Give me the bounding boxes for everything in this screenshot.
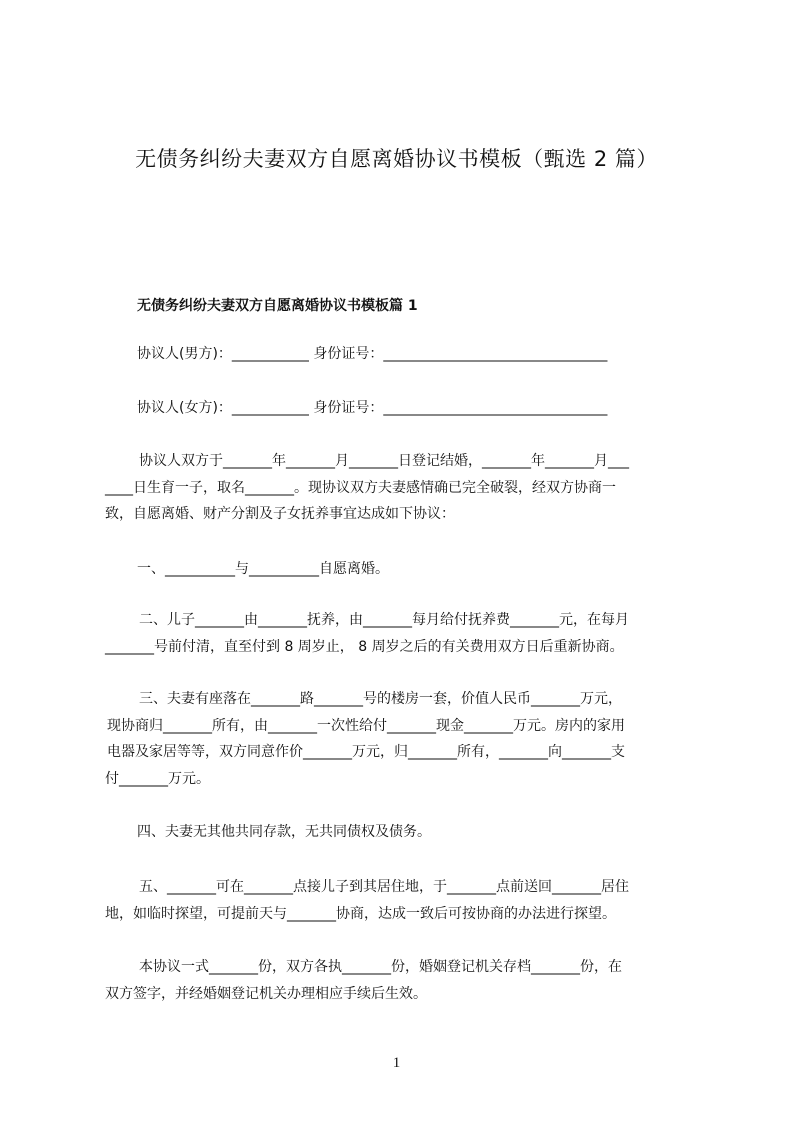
clause-5-line-1: 五、_______可在_______点接儿子到其居住地，于_______点前送回_______居住 [139, 879, 629, 895]
clause-3-line-1: 三、夫妻有座落在_______路_______号的楼房一套，价值人民币_______万元， [139, 691, 622, 707]
clause-4: 四、夫妻无其他共同存款，无共同债权及债务。 [137, 824, 431, 840]
preamble-line-3: 致，自愿离婚、财产分割及子女抚养事宜达成如下协议： [105, 506, 455, 522]
closing-line-1: 本协议一式_______份，双方各执_______份，婚姻登记机关存档_______份，在 [139, 959, 622, 975]
preamble-line-1: 协议人双方于_______年_______月_______日登记结婚，_______年_______月___ [139, 453, 629, 469]
closing-paragraph [105, 954, 699, 1007]
preamble-paragraph [105, 448, 699, 528]
clause-3-line-2: 现协商归_______所有，由_______一次性给付_______现金_______万元。房内的家用 [107, 717, 625, 734]
clause-5-line-2: 地，如临时探望，可提前天与_______协商，达成一致后可按协商的办法进行探望。 [105, 905, 616, 922]
preamble-line-2: ____日生育一子，取名_______。现协议双方夫妻感情确已完全破裂，经双方协商一 [105, 479, 616, 496]
page-number: 1 [392, 1055, 401, 1071]
section-heading: 无债务纠纷夫妻双方自愿离婚协议书模板篇 1 [137, 298, 418, 314]
clause-5-paragraph [105, 874, 699, 927]
clause-2-line-1: 二、儿子_______由_______抚养，由_______每月给付抚养费_______元，在每月 [139, 612, 629, 628]
party-male-line: 协议人(男方)：___________ 身份证号：________________________________ [137, 346, 608, 362]
party-female-line: 协议人(女方)：___________ 身份证号：________________________________ [137, 400, 608, 416]
clause-2-paragraph [105, 607, 699, 660]
clause-1: 一、__________与__________自愿离婚。 [137, 561, 389, 577]
document-title: 无债务纠纷夫妻双方自愿离婚协议书模板（甄选 2 篇） [135, 147, 658, 171]
clause-3-line-4: 付_______万元。 [105, 770, 210, 787]
closing-line-2: 双方签字，并经婚姻登记机关办理相应手续后生效。 [105, 985, 427, 1002]
clause-3-line-3: 电器及家居等等，双方同意作价_______万元，归_______所有，_______向_______支 [107, 744, 625, 760]
clause-2-line-2: _______号前付清，直至付到 8 周岁止， 8 周岁之后的有关费用双方日后重新协商。 [105, 638, 624, 655]
clause-3-paragraph [105, 686, 699, 792]
